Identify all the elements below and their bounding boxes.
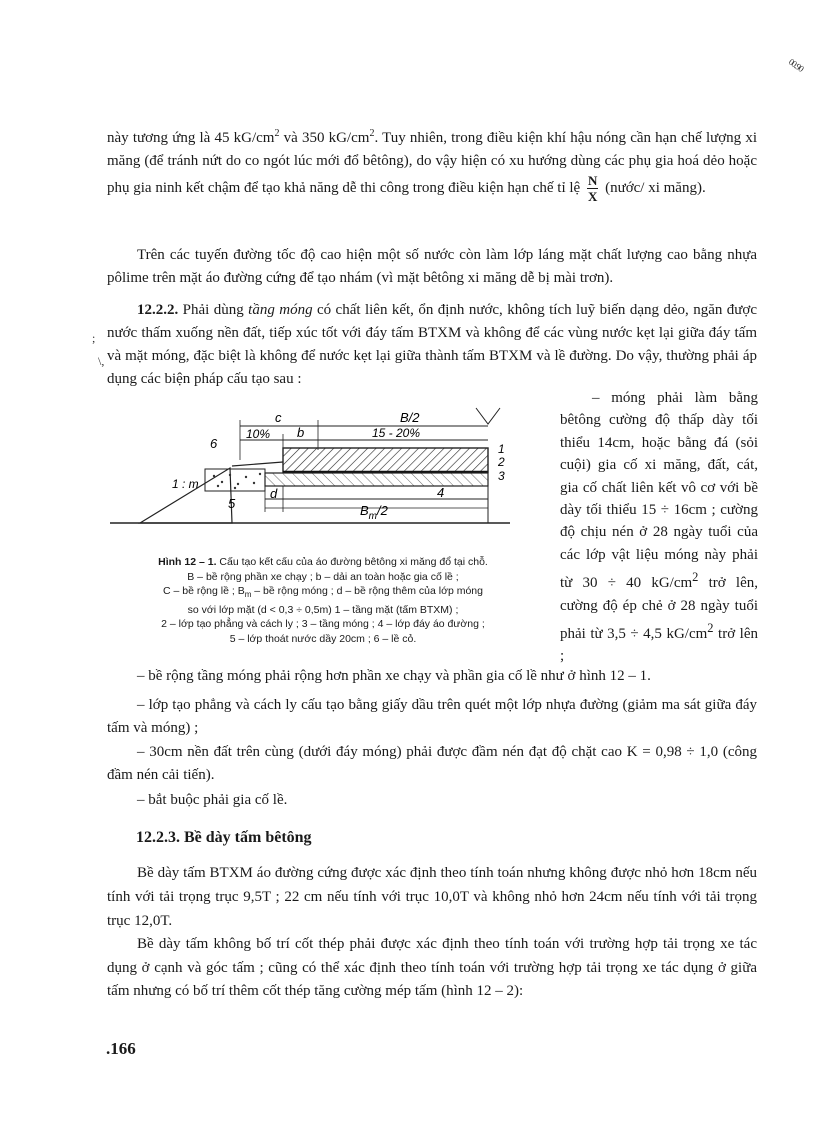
foundation-requirements-text xyxy=(560,387,758,668)
paragraph-5: Bề dày tấm không bố trí cốt thép phải được xác định theo tính toán với trường hợp tải trọng xe tác dụng ở cạnh và góc tấm ; cũng có thể xác định theo tính toán với trường hợp tải trọng xe tác dụng ở giữa tấm nhưng có bố trí thêm cốt thép tăng cường mép tấm (hình 12 – 2): xyxy=(107,936,757,999)
ratio-fraction xyxy=(587,173,598,204)
label-b: b xyxy=(297,425,305,440)
drainage-dots xyxy=(213,473,261,489)
bullet-1: – bề rộng tầng móng phải rộng hơn phần xe chạy và phần gia cố lề như ở hình 12 – 1. xyxy=(137,668,651,684)
bullet-4: – bắt buộc phải gia cố lề. xyxy=(137,792,288,808)
caption-text-3a: C – bề rộng lề ; B xyxy=(162,585,245,597)
caption-text-1: Cấu tạo kết cấu của áo đường bêtông xi măng đổ tại chỗ. xyxy=(216,556,488,568)
caption-line-4: so với lớp mặt (d < 0,3 ÷ 0,5m) 1 – tầng mặt (tấm BTXM) ; xyxy=(187,603,459,616)
p1-text-b: và 350 kG/cm xyxy=(279,130,370,146)
label-1: 1 xyxy=(498,442,505,456)
label-5: 5 xyxy=(228,496,236,511)
fraction-denominator: X xyxy=(587,189,598,204)
p3-text-a: Phải dùng xyxy=(178,302,249,318)
p1-text-a: này tương ứng là 45 kG/cm xyxy=(107,130,275,146)
bullet-2: – lớp tạo phẳng và cách ly cấu tạo bằng giấy dầu trên quét một lớp nhựa đường (giảm ma sát giữa đáy tấm và móng) ; xyxy=(107,697,757,736)
section-heading-12-2-3: 12.2.3. Bề dày tấm bêtông xyxy=(136,829,312,846)
section-number-12-2-2: 12.2.2. xyxy=(137,302,179,318)
caption-sub-3: m xyxy=(244,590,252,600)
label-2: 2 xyxy=(498,455,505,469)
paragraph-1 xyxy=(107,127,757,204)
label-4: 4 xyxy=(437,485,445,500)
caption-line-6: 5 – lớp thoát nước dầy 20cm ; 6 – lề cỏ. xyxy=(229,632,417,645)
caption-text-3b: – bề rộng móng ; d – bề rộng thêm của lớp móng xyxy=(251,585,483,597)
paragraph-4: Bề dày tấm BTXM áo đường cứng được xác định theo tính toán nhưng không được nhỏ hơn 18cm nếu tính với tải trọng trục 9,5T ; 22 cm nếu tính với trục 10,0T và không nhỏ hơn 24cm nếu tính với tải trọng trục 12,0T. xyxy=(107,865,757,929)
label-half-b: B/2 xyxy=(400,410,420,425)
label-slope: 1 : m xyxy=(172,477,199,491)
caption-title: Hình 12 – 1. xyxy=(158,556,217,568)
rc-sup-2: 2 xyxy=(707,621,714,636)
figure-caption xyxy=(108,555,538,646)
centerline-marker xyxy=(476,408,500,424)
rc-text-c: trở lên ; xyxy=(560,626,758,665)
label-6: 6 xyxy=(210,436,218,451)
margin-mark-1: ; xyxy=(92,331,96,345)
corner-mark: 00.90 xyxy=(786,56,806,74)
label-15-20pct: 15 - 20% xyxy=(372,426,421,440)
caption-line-3 xyxy=(108,584,538,603)
page-number: .166 xyxy=(106,1039,136,1058)
p1-sup-1: 2 xyxy=(274,128,280,139)
caption-line-5: 2 – lớp tạo phẳng và cách ly ; 3 – tầng móng ; 4 – lớp đáy áo đường ; xyxy=(161,618,485,631)
label-bm: $B_m/2$ xyxy=(360,503,388,522)
p1-text-d: (nước/ xi măng). xyxy=(601,179,706,196)
p3-text-b: có chất liên kết, ổn định nước, không tích luỹ biến dạng dẻo, ngăn được nước thấm xuống nền đất, tiếp xúc tốt với đáy tấm BTXM và không để các vùng nước kẹt lại giữa đáy tấm và mặt móng, đặc biệt là không để nước kẹt lại giữa thành tấm BTXM và lề đường. Do vậy, thường phải áp dụng các biện pháp cấu tạo sau : xyxy=(107,302,758,387)
shoulder-line xyxy=(232,462,283,466)
paragraph-2: Trên các tuyến đường tốc độ cao hiện một số nước còn làm lớp láng mặt chất lượng cao bằng nhựa pôlime trên mặt áo đường cứng để tạo nhám (vì mặt bêtông xi măng dễ bị mài trơn). xyxy=(107,247,757,286)
layer-3-foundation xyxy=(265,473,488,486)
p1-sup-2: 2 xyxy=(369,128,375,139)
fraction-numerator: N xyxy=(587,173,598,188)
p3-emphasis: tầng móng xyxy=(248,302,313,318)
margin-mark-2: \, xyxy=(98,354,105,368)
label-10pct: 10% xyxy=(246,427,271,441)
label-3: 3 xyxy=(498,469,505,483)
rc-text-a: – móng phải làm bằng bêtông cường độ thấp dày tối thiểu 14cm, hoặc bằng đá (sỏi cuội) gia cố xi măng, đất, cát, gia cố chất liên kết vô cơ với bề dày tối thiểu 15 ÷ 16cm ; cường độ chịu nén ở 28 ngày tuổi của các lớp vật liệu móng này phải từ 30 ÷ 40 kG/cm xyxy=(560,390,758,592)
pavement-cross-section-figure xyxy=(110,400,540,540)
paragraph-12-2-2 xyxy=(107,299,757,391)
caption-line-1 xyxy=(108,555,538,570)
rc-sup-1: 2 xyxy=(692,570,699,585)
bullet-3: – 30cm nền đất trên cùng (dưới đáy móng) phải được đầm nén đạt độ chặt cao K = 0,98 ÷ 1,0 (công đầm nén cải tiến). xyxy=(107,744,757,783)
label-c: c xyxy=(275,410,282,425)
rc-text-b: trở lên, cường độ ép chẻ ở 28 ngày tuổi phải từ 3,5 ÷ 4,5 kG/cm xyxy=(560,575,758,643)
label-d: d xyxy=(270,486,278,501)
layer-1-slab xyxy=(283,448,488,472)
p1-text-c: . Tuy nhiên, trong điều kiện khí hậu nóng cần hạn chế lượng xi măng (để tránh nứt do co ngót lúc mới đổ bêtông), do vậy hiện có xu hướng dùng các phụ gia hoá dẻo hoặc phụ gia ninh kết chậm để tạo khả năng dễ thi công trong điều kiện hạn chế tỉ lệ xyxy=(107,130,758,196)
caption-line-2: B – bề rộng phần xe chạy ; b – dải an toàn hoặc gia cố lề ; xyxy=(187,570,459,583)
